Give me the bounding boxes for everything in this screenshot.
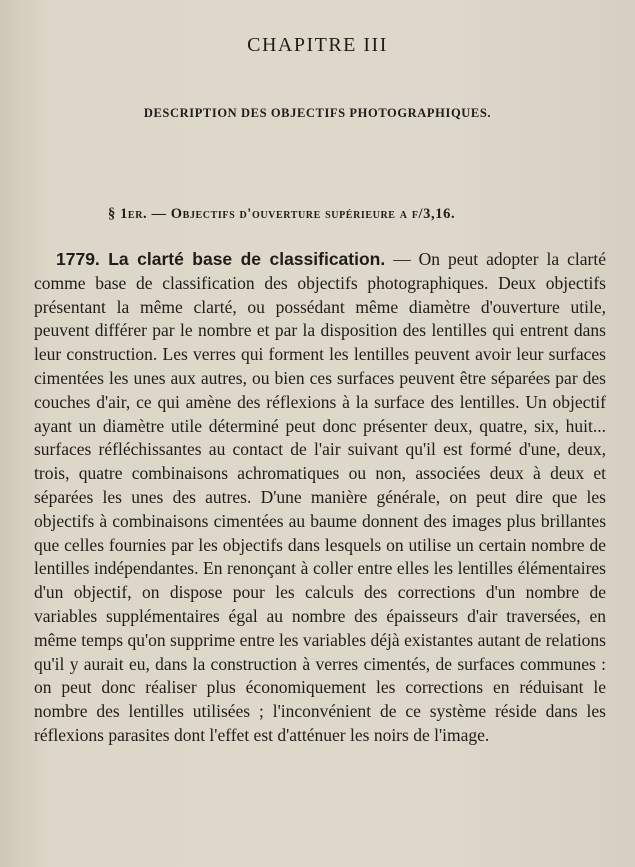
paragraph-lead: 1779. La clarté base de classification. [56, 249, 386, 269]
body-paragraph [34, 248, 606, 748]
paragraph-text: — On peut adopter la clarté comme base de classification des objectifs photographiques. Deux objectifs présentant la même clarté, ou possédant même diamètre d'ouverture utile, peuvent différer par le nombre et par la disposition des lentilles qui entrent dans leur construction. Les verres qui forment les lentilles peuvent avoir leur surfaces cimentées les unes aux autres, ou bien ces surfaces peuvent être séparées par des couches d'air, ce qui amène des réflexions à la surface des lentilles. Un objectif ayant un diamètre utile déterminé peut donc présenter deux, quatre, six, huit... surfaces réfléchissantes au contact de l'air suivant qu'il est formé d'une, deux, trois, quatre combinaisons achromatiques ou non, associées deux à deux et séparées les unes des autres. D'une manière générale, on peut dire que les objectifs à combinaisons cimentées au baume donnent des images plus brillantes que celles fournies par les objectifs dans lesquels on utilise un certain nombre de lentilles indépendantes. En renonçant à coller entre elles les lentilles élémentaires d'un objectif, on dispose pour les calculs des corrections d'un nombre de variables supplémentaires égal au nombre des épaisseurs d'air traversées, en même temps qu'on supprime entre les variables déjà existantes autant de relations qu'il y aurait eu, dans la construction à verres cimentés, de surfaces communes : on peut donc réaliser plus économiquement les corrections en réduisant le nombre des lentilles utilisées ; l'inconvénient de ce système réside dans les réflexions parasites dont l'effet est d'atténuer les noirs de l'image. [34, 249, 606, 745]
chapter-subtitle: DESCRIPTION DES OBJECTIFS PHOTOGRAPHIQUES. [143, 106, 492, 120]
chapter-title: CHAPITRE III [247, 34, 388, 56]
section-heading: § 1er. — Objectifs d'ouverture supérieure a f/3,16. [108, 206, 456, 222]
